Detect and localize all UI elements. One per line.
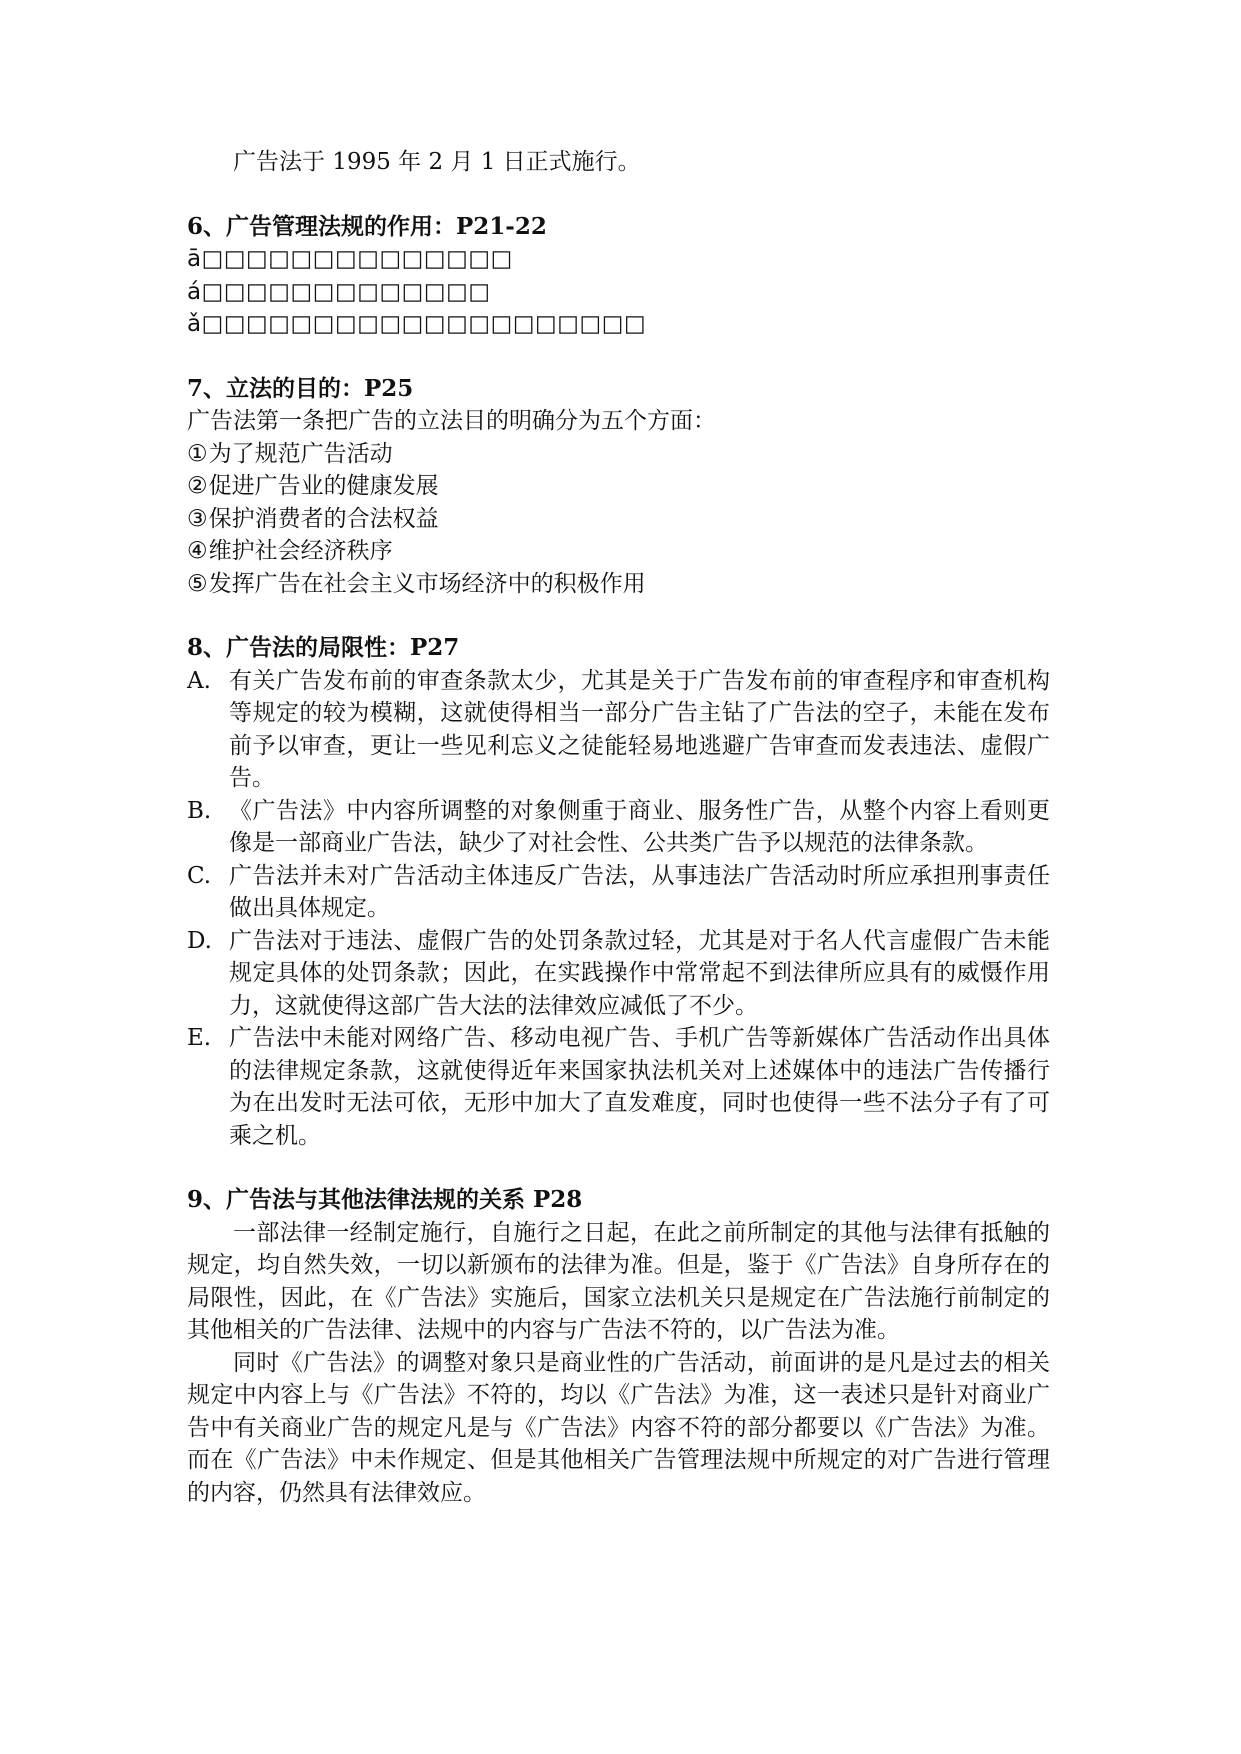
garbled-line: ǎ□□□□□□□□□□□□□□□□□□□□ xyxy=(187,311,647,337)
purpose-item xyxy=(187,568,1050,601)
section-7-heading: 7、立法的目的：P25 xyxy=(187,374,414,402)
purpose-item xyxy=(187,470,1050,503)
purpose-item xyxy=(187,503,1050,536)
section-9-paragraph: 同时《广告法》的调整对象只是商业性的广告活动，前面讲的是凡是过去的相关规定中内容上与《广告法》不符的，均以《广告法》为准，这一表述只是针对商业广告中有关商业广告的规定凡是与《广告法》内容不符的部分都要以《广告法》为准。而在《广告法》中未作规定、但是其他相关广告管理法规中所规定的对广告进行管理的内容，仍然具有法律效应。 xyxy=(187,1349,1050,1506)
limitation-item xyxy=(187,925,1050,1023)
garbled-line: á□□□□□□□□□□□□□ xyxy=(187,278,491,305)
section-9-paragraph: 一部法律一经制定施行，自施行之日起，在此之前所制定的其他与法律有抵触的规定，均自然失效，一切以新颁布的法律为准。但是，鉴于《广告法》自身所存在的局限性，因此，在《广告法》实施后，国家立法机关只是规定在广告法施行前制定的其他相关的广告法律、法规中的内容与广告法不符的，以广告法为准。 xyxy=(187,1219,1050,1343)
section-6-heading: 6、广告管理法规的作用：P21-22 xyxy=(187,212,547,240)
spacer xyxy=(187,1152,1050,1184)
intro-paragraph: 广告法于 1995 年 2 月 1 日正式施行。 xyxy=(233,149,641,175)
circled-number: ④ xyxy=(187,538,208,564)
item-letter: B. xyxy=(187,797,212,824)
item-text: 广告法对于违法、虚假广告的处罚条款过轻，尤其是对于名人代言虚假广告未能规定具体的处罚条款；因此，在实践操作中常常起不到法律所应具有的威慑作用力，这就使得这部广告大法的法律效应减低了不少。 xyxy=(229,927,1050,1019)
spacer xyxy=(187,341,1050,373)
item-letter: C. xyxy=(187,862,212,889)
item-text: 广告法中未能对网络广告、移动电视广告、手机广告等新媒体广告活动作出具体的法律规定条款，这就使得近年来国家执法机关对上述媒体中的违法广告传播行为在出发时无法可依，无形中加大了直发难度，同时也使得一些不法分子有了可乘之机。 xyxy=(229,1025,1050,1149)
circled-number: ③ xyxy=(187,505,208,532)
limitation-item xyxy=(187,860,1050,925)
section-9-heading: 9、广告法与其他法律法规的关系 P28 xyxy=(187,1186,583,1213)
item-text: 有关广告发布前的审查条款太少，尤其是关于广告发布前的审查程序和审查机构等规定的较为模糊，这就使得相当一部分广告主钻了广告法的空子，未能在发布前予以审查，更让一些见利忘义之徒能轻易地逃避广告审查而发表违法、虚假广告。 xyxy=(229,667,1050,791)
item-text: 广告法并未对广告活动主体违反广告法，从事违法广告活动时所应承担刑事责任做出具体规定。 xyxy=(229,862,1050,921)
item-text: 《广告法》中内容所调整的对象侧重于商业、服务性广告，从整个内容上看则更像是一部商业广告法，缺少了对社会性、公共类广告予以规范的法律条款。 xyxy=(229,797,1050,856)
limitations-list xyxy=(187,665,1050,1153)
limitation-item xyxy=(187,665,1050,795)
purpose-item xyxy=(187,535,1050,568)
garbled-line: ā□□□□□□□□□□□□□□ xyxy=(187,246,513,272)
purpose-text: 维护社会经济秩序 xyxy=(208,538,393,564)
circled-number: ⑤ xyxy=(187,570,208,597)
circled-number: ① xyxy=(187,440,208,467)
purpose-text: 保护消费者的合法权益 xyxy=(208,505,439,532)
section-7-lead: 广告法第一条把广告的立法目的明确分为五个方面： xyxy=(187,408,716,434)
purpose-text: 促进广告业的健康发展 xyxy=(208,473,439,499)
limitation-item xyxy=(187,795,1050,860)
circled-number: ② xyxy=(187,473,208,499)
item-letter: E. xyxy=(187,1025,212,1051)
spacer xyxy=(187,179,1050,211)
spacer xyxy=(187,600,1050,632)
document-body xyxy=(187,146,1050,1509)
item-letter: A. xyxy=(187,667,211,694)
section-8-heading: 8、广告法的局限性：P27 xyxy=(187,634,460,661)
purpose-text: 发挥广告在社会主义市场经济中的积极作用 xyxy=(208,570,646,597)
limitation-item xyxy=(187,1022,1050,1152)
item-letter: D. xyxy=(187,927,212,954)
purpose-item xyxy=(187,438,1050,471)
purpose-text: 为了规范广告活动 xyxy=(208,440,393,467)
